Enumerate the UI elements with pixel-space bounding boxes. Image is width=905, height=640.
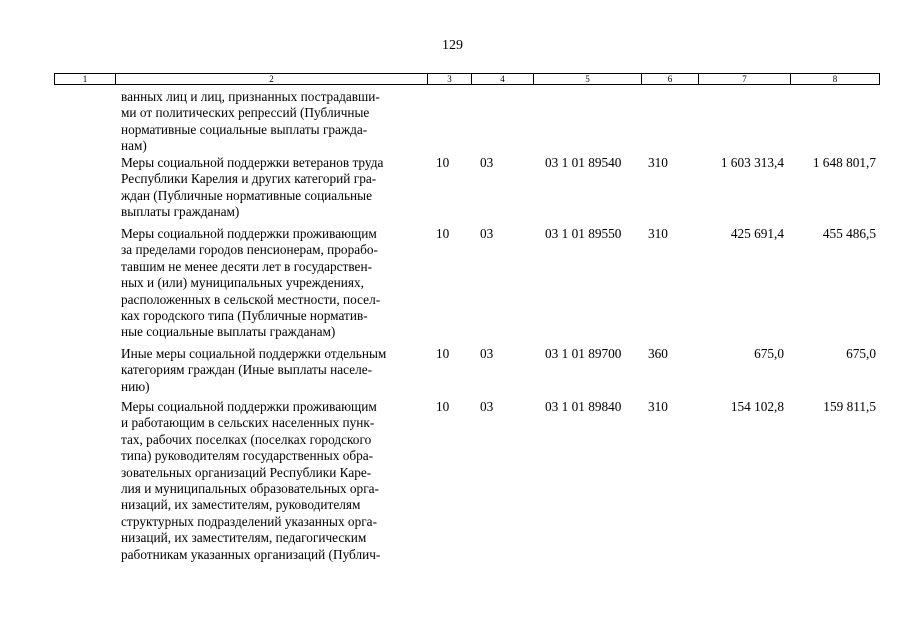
row-sum-b: 675,0: [846, 346, 876, 361]
row-description: Иные меры социальной поддержки отдельным категориям граждан (Иные выплаты населе- нию): [121, 346, 387, 394]
row-sum-b: 1 648 801,7: [812, 155, 876, 170]
row-sum-a: 425 691,4: [730, 226, 784, 241]
row-sum-a: 1 603 313,4: [720, 155, 784, 170]
header-col-4: 4: [472, 74, 534, 84]
row-expense-type: 310: [648, 155, 668, 170]
row-target: 03 1 01 89540: [545, 155, 622, 170]
header-col-8: 8: [832, 74, 838, 84]
table-header: [54, 73, 880, 85]
row-description: Меры социальной поддержки ветеранов труда Республики Карелия и других категорий гра- ждан (Публичные нормативные социальные выплаты гражданам): [121, 155, 384, 220]
row-sum-a: 675,0: [754, 346, 784, 361]
row-expense-type: 310: [648, 399, 668, 414]
row-expense-type: 310: [648, 226, 668, 241]
row-subsection: 03: [480, 346, 494, 361]
row-sum-a: 154 102,8: [730, 399, 784, 414]
header-col-6: 6: [642, 74, 699, 84]
page-number: 129: [442, 38, 463, 53]
row-description: Меры социальной поддержки проживающим за пределами городов пенсионерам, прорабо- тавшим не менее десяти лет в государствен- ных и (или) муниципальных учреждениях, расположенных в сельской местности, посел- ках городского типа (Публичные норматив- ные социальные выплаты гражданам): [121, 226, 381, 340]
row-section: 10: [436, 399, 450, 414]
row-target: 03 1 01 89700: [545, 346, 622, 361]
row-target: 03 1 01 89550: [545, 226, 622, 241]
row-description: Меры социальной поддержки проживающим и работающим в сельских населенных пунк- тах, рабочих поселках (поселках городского типа) руководителям государственных обра- зовательных организаций Республики Каре- лия и муниципальных образовательных орга- низаций, их заместителям, руководителям структурных подразделений указанных орга- низаций, их заместителям, педагогическим работникам указанных организаций (Публич-: [121, 399, 381, 562]
header-col-1: 1: [55, 74, 116, 84]
header-col-3: 3: [428, 74, 472, 84]
row-section: 10: [436, 226, 450, 241]
row-target: 03 1 01 89840: [545, 399, 622, 414]
row-section: 10: [436, 346, 450, 361]
header-col-7: 7: [699, 74, 791, 84]
row-subsection: 03: [480, 226, 494, 241]
row-sum-b: 159 811,5: [823, 399, 876, 414]
row-section: 10: [436, 155, 450, 170]
row-sum-b: 455 486,5: [822, 226, 876, 241]
row-expense-type: 360: [648, 346, 668, 361]
row-subsection: 03: [480, 399, 494, 414]
header-col-5: 5: [534, 74, 642, 84]
row-subsection: 03: [480, 155, 494, 170]
row-description: ванных лиц и лиц, признанных пострадавши- ми от политических репрессий (Публичные нормативные социальные выплаты гражда- нам): [121, 89, 380, 154]
header-col-2: 2: [116, 74, 428, 84]
